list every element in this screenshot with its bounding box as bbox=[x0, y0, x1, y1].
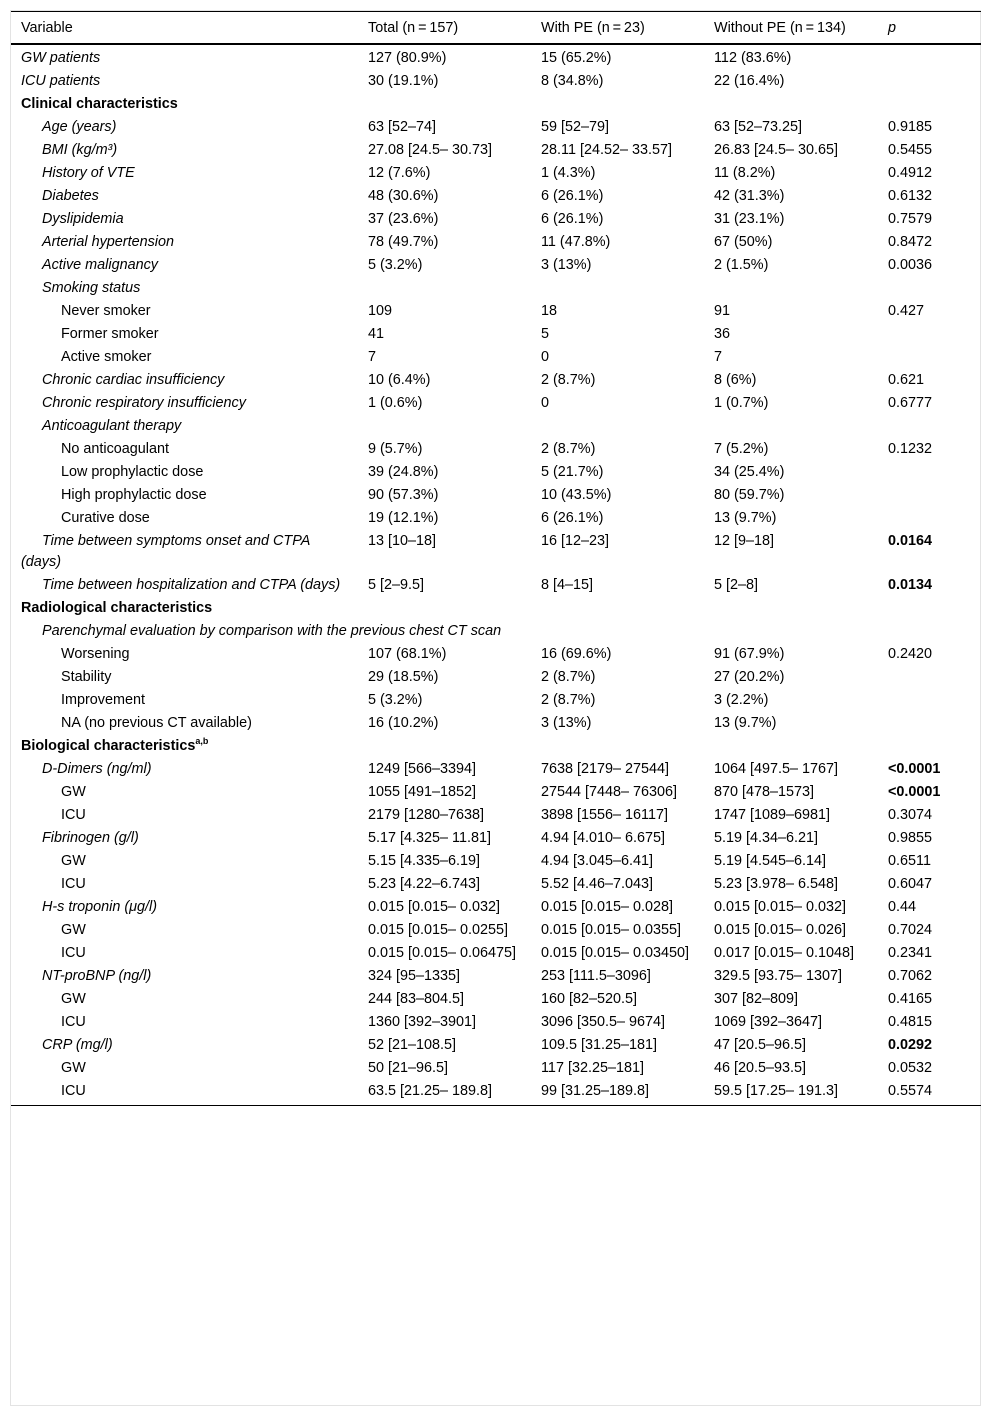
cell-p-value: 0.1232 bbox=[888, 441, 933, 457]
row-label: Former smoker bbox=[61, 326, 159, 342]
cell-total: 41 bbox=[368, 326, 385, 342]
table-row bbox=[11, 139, 981, 162]
cell-without-pe: 11 (8.2%) bbox=[714, 165, 776, 181]
cell-p-value: 0.6511 bbox=[888, 853, 931, 869]
cell-total: 244 [83–804.5] bbox=[368, 991, 465, 1007]
cell-p-value: 0.4815 bbox=[888, 1014, 933, 1030]
cell-with-pe: 7638 [2179– 27544] bbox=[541, 761, 670, 777]
table-row bbox=[11, 850, 981, 873]
cell-p-value bbox=[878, 484, 981, 507]
cell-with-pe: 3 (13%) bbox=[541, 257, 592, 273]
cell-without-pe: 36 bbox=[714, 326, 731, 342]
cell-with-pe: 6 (26.1%) bbox=[541, 188, 604, 204]
cell-p-value bbox=[878, 735, 981, 758]
cell-with-pe bbox=[531, 415, 704, 438]
cell-without-pe: 307 [82–809] bbox=[714, 991, 799, 1007]
cell-total: 52 [21–108.5] bbox=[368, 1037, 457, 1053]
table-row bbox=[11, 735, 981, 758]
cell-p-value: 0.9185 bbox=[888, 119, 933, 135]
table-row bbox=[11, 185, 981, 208]
header-total: Total (n = 157) bbox=[358, 12, 531, 45]
table-row bbox=[11, 1034, 981, 1057]
cell-p-value: 0.9855 bbox=[888, 830, 933, 846]
cell-with-pe: 2 (8.7%) bbox=[541, 372, 596, 388]
cell-total: 109 bbox=[368, 303, 393, 319]
cell-with-pe: 2 (8.7%) bbox=[541, 669, 596, 685]
cell-p-value: 0.3074 bbox=[888, 807, 933, 823]
cell-with-pe: 2 (8.7%) bbox=[541, 692, 596, 708]
row-label: Fibrinogen (g/l) bbox=[42, 830, 139, 846]
cell-total: 16 (10.2%) bbox=[368, 715, 439, 731]
cell-with-pe: 28.11 [24.52– 33.57] bbox=[541, 142, 672, 158]
row-label: History of VTE bbox=[42, 165, 135, 181]
cell-p-value: 0.4165 bbox=[888, 991, 933, 1007]
cell-without-pe: 8 (6%) bbox=[714, 372, 757, 388]
row-label: Parenchymal evaluation by comparison with the previous chest CT scan bbox=[42, 623, 502, 639]
row-label: ICU patients bbox=[21, 73, 101, 89]
cell-total: 324 [95–1335] bbox=[368, 968, 461, 984]
table-row bbox=[11, 896, 981, 919]
cell-with-pe: 117 [32.25–181] bbox=[541, 1060, 644, 1076]
cell-with-pe: 27544 [7448– 76306] bbox=[541, 784, 678, 800]
cell-total: 37 (23.6%) bbox=[368, 211, 439, 227]
row-label: Chronic cardiac insufficiency bbox=[42, 372, 225, 388]
table-row bbox=[11, 44, 981, 70]
table-row bbox=[11, 781, 981, 804]
table-row bbox=[11, 323, 981, 346]
cell-p-value bbox=[878, 277, 981, 300]
cell-total: 48 (30.6%) bbox=[368, 188, 439, 204]
row-label: ICU bbox=[61, 945, 86, 961]
cell-total: 1 (0.6%) bbox=[368, 395, 423, 411]
cell-with-pe: 16 (69.6%) bbox=[541, 646, 612, 662]
table-row bbox=[11, 965, 981, 988]
cell-total: 63 [52–74] bbox=[368, 119, 437, 135]
table-row bbox=[11, 988, 981, 1011]
cell-without-pe: 0.017 [0.015– 0.1048] bbox=[714, 945, 855, 961]
cell-without-pe: 63 [52–73.25] bbox=[714, 119, 803, 135]
table-row bbox=[11, 574, 981, 597]
row-label: CRP (mg/l) bbox=[42, 1037, 113, 1053]
cell-p-value bbox=[878, 597, 981, 620]
cell-with-pe: 11 (47.8%) bbox=[541, 234, 611, 250]
cell-without-pe: 59.5 [17.25– 191.3] bbox=[704, 1080, 878, 1106]
cell-without-pe bbox=[704, 735, 878, 758]
cell-without-pe: 5.19 [4.34–6.21] bbox=[714, 830, 819, 846]
cell-total: 0.015 [0.015– 0.06475] bbox=[368, 945, 517, 961]
cell-with-pe: 8 [4–15] bbox=[541, 577, 594, 593]
cell-p-value: 0.7062 bbox=[888, 968, 933, 984]
cell-without-pe: 1747 [1089–6981] bbox=[714, 807, 831, 823]
cell-p-value: 0.2420 bbox=[888, 646, 933, 662]
row-label: Anticoagulant therapy bbox=[42, 418, 182, 434]
cell-with-pe: 4.94 [3.045–6.41] bbox=[541, 853, 654, 869]
cell-with-pe: 0.015 [0.015– 0.03450] bbox=[541, 945, 690, 961]
table-row bbox=[11, 507, 981, 530]
header-variable: Variable bbox=[11, 12, 358, 45]
cell-with-pe: 6 (26.1%) bbox=[541, 211, 604, 227]
row-label: Dyslipidemia bbox=[42, 211, 124, 227]
cell-with-pe: 3898 [1556– 16117] bbox=[541, 807, 668, 823]
header-p: p bbox=[878, 12, 981, 45]
cell-total bbox=[358, 93, 531, 116]
cell-total: 90 (57.3%) bbox=[368, 487, 439, 503]
table-row bbox=[11, 597, 981, 620]
cell-without-pe: 1064 [497.5– 1767] bbox=[714, 761, 839, 777]
cell-with-pe: 109.5 [31.25–181] bbox=[541, 1037, 658, 1053]
cell-p-value bbox=[878, 346, 981, 369]
cell-total: 63.5 [21.25– 189.8] bbox=[358, 1080, 531, 1106]
table-row bbox=[11, 231, 981, 254]
table-row bbox=[11, 530, 981, 574]
cell-p-value: 0.6047 bbox=[888, 876, 933, 892]
cell-p-value bbox=[878, 689, 981, 712]
cell-with-pe: 4.94 [4.010– 6.675] bbox=[541, 830, 666, 846]
cell-p-value bbox=[878, 461, 981, 484]
row-label: GW bbox=[61, 991, 86, 1007]
cell-p-value bbox=[878, 507, 981, 530]
table-row bbox=[11, 346, 981, 369]
row-label: Active malignancy bbox=[42, 257, 158, 273]
cell-with-pe: 5 (21.7%) bbox=[541, 464, 604, 480]
cell-total: 127 (80.9%) bbox=[368, 50, 447, 66]
cell-p-value: 0.0164 bbox=[888, 533, 933, 549]
cell-total: 78 (49.7%) bbox=[368, 234, 439, 250]
cell-without-pe bbox=[704, 597, 878, 620]
table-row bbox=[11, 300, 981, 323]
table-row bbox=[11, 827, 981, 850]
table-row bbox=[11, 1011, 981, 1034]
cell-p-value: 0.4912 bbox=[888, 165, 933, 181]
table-row bbox=[11, 369, 981, 392]
cell-p-value: 0.0532 bbox=[888, 1060, 933, 1076]
table-row bbox=[11, 162, 981, 185]
cell-without-pe bbox=[704, 93, 878, 116]
cell-total: 9 (5.7%) bbox=[368, 441, 423, 457]
cell-with-pe: 2 (8.7%) bbox=[541, 441, 596, 457]
cell-total: 5 (3.2%) bbox=[368, 257, 423, 273]
cell-p-value bbox=[878, 44, 981, 70]
cell-with-pe: 253 [111.5–3096] bbox=[541, 968, 651, 984]
cell-without-pe: 67 (50%) bbox=[714, 234, 773, 250]
table-row bbox=[11, 70, 981, 93]
cell-p-value: <0.0001 bbox=[888, 761, 941, 777]
row-label: D-Dimers (ng/ml) bbox=[42, 761, 152, 777]
cell-p-value bbox=[878, 93, 981, 116]
cell-with-pe: 5.52 [4.46–7.043] bbox=[541, 876, 654, 892]
cell-without-pe: 12 [9–18] bbox=[714, 533, 775, 549]
cell-without-pe: 3 (2.2%) bbox=[714, 692, 769, 708]
row-label: Never smoker bbox=[61, 303, 151, 319]
table-row bbox=[11, 804, 981, 827]
cell-with-pe bbox=[531, 277, 704, 300]
cell-p-value: 0.6777 bbox=[888, 395, 933, 411]
table-row bbox=[11, 93, 981, 116]
table-row bbox=[11, 643, 981, 666]
row-label: Diabetes bbox=[42, 188, 99, 204]
cell-p-value: 0.44 bbox=[888, 899, 917, 915]
cell-total: 2179 [1280–7638] bbox=[368, 807, 485, 823]
cell-without-pe: 2 (1.5%) bbox=[714, 257, 769, 273]
cell-p-value: 0.8472 bbox=[888, 234, 933, 250]
row-label: Radiological characteristics bbox=[21, 600, 213, 616]
row-label: NA (no previous CT available) bbox=[61, 715, 252, 731]
table-row bbox=[11, 438, 981, 461]
row-label: No anticoagulant bbox=[61, 441, 170, 457]
cell-without-pe bbox=[704, 277, 878, 300]
cell-without-pe: 42 (31.3%) bbox=[714, 188, 785, 204]
cell-with-pe: 0 bbox=[541, 395, 550, 411]
row-label: GW bbox=[61, 1060, 86, 1076]
cell-without-pe: 91 (67.9%) bbox=[714, 646, 785, 662]
cell-without-pe: 80 (59.7%) bbox=[714, 487, 785, 503]
cell-p-value: 0.5455 bbox=[888, 142, 933, 158]
cell-total: 10 (6.4%) bbox=[368, 372, 431, 388]
cell-p-value: 0.5574 bbox=[878, 1080, 981, 1106]
cell-without-pe: 91 bbox=[714, 303, 731, 319]
row-label: High prophylactic dose bbox=[61, 487, 207, 503]
table-row bbox=[11, 208, 981, 231]
table-row bbox=[11, 277, 981, 300]
cell-total: 27.08 [24.5– 30.73] bbox=[368, 142, 493, 158]
table-row bbox=[11, 116, 981, 139]
table-row bbox=[11, 666, 981, 689]
row-label: Arterial hypertension bbox=[42, 234, 174, 250]
cell-with-pe: 0.015 [0.015– 0.028] bbox=[541, 899, 674, 915]
cell-total bbox=[358, 415, 531, 438]
row-label: ICU bbox=[61, 1014, 86, 1030]
cell-total: 5.15 [4.335–6.19] bbox=[368, 853, 481, 869]
cell-with-pe bbox=[531, 597, 704, 620]
cell-without-pe: 112 (83.6%) bbox=[714, 50, 792, 66]
cell-without-pe: 26.83 [24.5– 30.65] bbox=[714, 142, 839, 158]
cell-total: 7 bbox=[368, 349, 377, 365]
row-label: BMI (kg/m³) bbox=[42, 142, 118, 158]
cell-with-pe: 0 bbox=[541, 349, 550, 365]
characteristics-table bbox=[11, 11, 981, 1106]
table-row bbox=[11, 712, 981, 735]
table-body bbox=[11, 44, 981, 1106]
cell-without-pe: 13 (9.7%) bbox=[714, 715, 777, 731]
table-row bbox=[11, 758, 981, 781]
cell-total: 19 (12.1%) bbox=[368, 510, 439, 526]
cell-with-pe: 16 [12–23] bbox=[541, 533, 610, 549]
header-without-pe: Without PE (n = 134) bbox=[704, 12, 878, 45]
row-label: Curative dose bbox=[61, 510, 150, 526]
cell-with-pe: 59 [52–79] bbox=[541, 119, 610, 135]
cell-p-value: 0.6132 bbox=[888, 188, 933, 204]
cell-with-pe: 10 (43.5%) bbox=[541, 487, 612, 503]
cell-total: 1360 [392–3901] bbox=[368, 1014, 477, 1030]
cell-without-pe: 13 (9.7%) bbox=[714, 510, 777, 526]
row-label: Age (years) bbox=[42, 119, 117, 135]
cell-total bbox=[358, 735, 531, 758]
cell-without-pe: 0.015 [0.015– 0.032] bbox=[714, 899, 847, 915]
row-label: NT-proBNP (ng/l) bbox=[42, 968, 152, 984]
cell-with-pe: 15 (65.2%) bbox=[541, 50, 612, 66]
cell-with-pe: 0.015 [0.015– 0.0355] bbox=[541, 922, 682, 938]
cell-total: 30 (19.1%) bbox=[368, 73, 439, 89]
cell-p-value: 0.0292 bbox=[888, 1037, 933, 1053]
cell-p-value bbox=[878, 323, 981, 346]
cell-with-pe: 99 [31.25–189.8] bbox=[531, 1080, 704, 1106]
table-row bbox=[11, 461, 981, 484]
cell-total: 5.17 [4.325– 11.81] bbox=[368, 830, 491, 846]
cell-without-pe: 870 [478–1573] bbox=[714, 784, 815, 800]
cell-with-pe bbox=[531, 93, 704, 116]
row-label: Improvement bbox=[61, 692, 145, 708]
cell-with-pe: 3096 [350.5– 9674] bbox=[541, 1014, 666, 1030]
cell-without-pe: 1 (0.7%) bbox=[714, 395, 769, 411]
table-row bbox=[11, 1080, 981, 1106]
table-row bbox=[11, 415, 981, 438]
cell-with-pe: 8 (34.8%) bbox=[541, 73, 604, 89]
row-label: Smoking status bbox=[42, 280, 141, 296]
table-header-row bbox=[11, 12, 981, 45]
table-row bbox=[11, 919, 981, 942]
cell-without-pe: 31 (23.1%) bbox=[714, 211, 785, 227]
cell-without-pe: 5 [2–8] bbox=[714, 577, 759, 593]
cell-p-value: 0.0036 bbox=[888, 257, 933, 273]
cell-p-value bbox=[878, 712, 981, 735]
cell-p-value bbox=[878, 415, 981, 438]
row-label: Time between symptoms onset and CTPA (days) bbox=[21, 533, 310, 570]
cell-p-value: 0.427 bbox=[888, 303, 925, 319]
table-row bbox=[11, 1057, 981, 1080]
table-row bbox=[11, 484, 981, 507]
cell-total bbox=[358, 597, 531, 620]
row-label: Chronic respiratory insufficiency bbox=[42, 395, 246, 411]
row-label: GW bbox=[61, 922, 86, 938]
cell-without-pe: 1069 [392–3647] bbox=[714, 1014, 823, 1030]
cell-total: 1055 [491–1852] bbox=[368, 784, 477, 800]
cell-without-pe: 34 (25.4%) bbox=[714, 464, 785, 480]
row-label: ICU bbox=[61, 807, 86, 823]
cell-p-value: <0.0001 bbox=[888, 784, 941, 800]
cell-total: 13 [10–18] bbox=[368, 533, 437, 549]
row-label: ICU bbox=[61, 876, 86, 892]
cell-without-pe: 5.23 [3.978– 6.548] bbox=[714, 876, 839, 892]
cell-with-pe: 3 (13%) bbox=[541, 715, 592, 731]
cell-p-value: 0.2341 bbox=[888, 945, 933, 961]
cell-with-pe: 1 (4.3%) bbox=[541, 165, 596, 181]
cell-total: 0.015 [0.015– 0.0255] bbox=[368, 922, 509, 938]
table-row bbox=[11, 689, 981, 712]
cell-total: 5 (3.2%) bbox=[368, 692, 423, 708]
cell-without-pe: 27 (20.2%) bbox=[714, 669, 785, 685]
cell-without-pe: 5.19 [4.545–6.14] bbox=[714, 853, 827, 869]
row-label: Clinical characteristics bbox=[21, 96, 178, 112]
footnote-marker: a,b bbox=[195, 736, 209, 747]
cell-with-pe: 6 (26.1%) bbox=[541, 510, 604, 526]
cell-without-pe bbox=[704, 415, 878, 438]
table-row bbox=[11, 254, 981, 277]
row-label: Worsening bbox=[61, 646, 130, 662]
row-label: GW patients bbox=[21, 50, 101, 66]
cell-without-pe: 0.015 [0.015– 0.026] bbox=[714, 922, 847, 938]
cell-total bbox=[358, 277, 531, 300]
cell-total: 5.23 [4.22–6.743] bbox=[368, 876, 481, 892]
cell-p-value: 0.7579 bbox=[888, 211, 933, 227]
cell-without-pe: 22 (16.4%) bbox=[714, 73, 785, 89]
cell-without-pe: 329.5 [93.75– 1307] bbox=[714, 968, 843, 984]
cell-with-pe: 160 [82–520.5] bbox=[541, 991, 638, 1007]
cell-total: 39 (24.8%) bbox=[368, 464, 439, 480]
table-row bbox=[11, 392, 981, 415]
cell-without-pe: 7 (5.2%) bbox=[714, 441, 769, 457]
cell-without-pe: 7 bbox=[714, 349, 723, 365]
cell-total: 0.015 [0.015– 0.032] bbox=[368, 899, 501, 915]
cell-with-pe: 5 bbox=[541, 326, 550, 342]
row-label: Biological characteristics$^{a,b}$ bbox=[21, 736, 209, 754]
cell-p-value bbox=[878, 666, 981, 689]
row-label: H-s troponin (μg/l) bbox=[42, 899, 158, 915]
cell-with-pe: 18 bbox=[541, 303, 558, 319]
cell-p-value: 0.7024 bbox=[888, 922, 933, 938]
cell-total: 29 (18.5%) bbox=[368, 669, 439, 685]
cell-without-pe: 47 [20.5–96.5] bbox=[714, 1037, 807, 1053]
row-label: ICU bbox=[11, 1080, 358, 1106]
cell-p-value: 0.0134 bbox=[888, 577, 933, 593]
cell-p-value bbox=[878, 70, 981, 93]
row-label: Stability bbox=[61, 669, 112, 685]
row-label: Time between hospitalization and CTPA (days) bbox=[42, 577, 341, 593]
header-with-pe: With PE (n = 23) bbox=[531, 12, 704, 45]
table-row bbox=[11, 620, 981, 643]
cell-total: 5 [2–9.5] bbox=[368, 577, 425, 593]
cell-p-value: 0.621 bbox=[888, 372, 925, 388]
cell-total: 12 (7.6%) bbox=[368, 165, 431, 181]
cell-total: 107 (68.1%) bbox=[368, 646, 447, 662]
row-label: Active smoker bbox=[61, 349, 152, 365]
cell-with-pe bbox=[531, 735, 704, 758]
cell-without-pe: 46 [20.5–93.5] bbox=[714, 1060, 807, 1076]
cell-total: 1249 [566–3394] bbox=[368, 761, 477, 777]
table-row bbox=[11, 873, 981, 896]
table-row bbox=[11, 942, 981, 965]
cell-total: 50 [21–96.5] bbox=[368, 1060, 449, 1076]
row-label: Low prophylactic dose bbox=[61, 464, 204, 480]
row-label: GW bbox=[61, 853, 86, 869]
row-label: GW bbox=[61, 784, 86, 800]
